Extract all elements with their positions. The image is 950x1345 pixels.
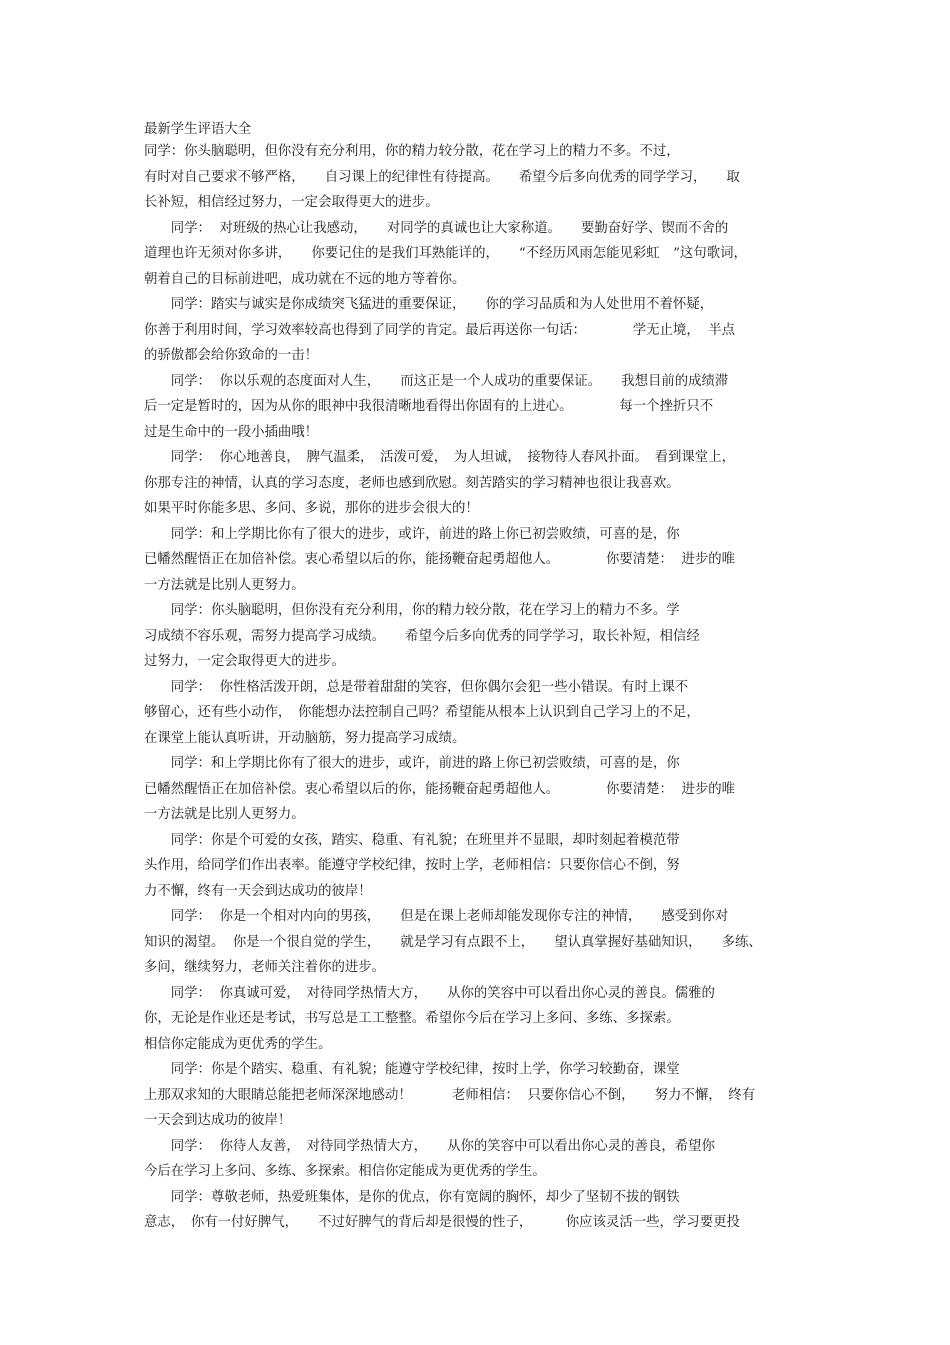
text-line: 一方法就是比别人更努力。 <box>144 807 305 822</box>
text-line: 同学：和上学期比你有了很大的进步，或许，前进的路上你已初尝败绩，可喜的是，你 <box>144 756 680 771</box>
text-line: 过是生命中的一段小插曲哦！ <box>144 424 319 440</box>
text-line: 你善于利用时间，学习效率较高也得到了同学的肯定。最后再送你一句话： 学无止境， 半点 <box>144 322 735 338</box>
text-line: 在课堂上能认真听讲，开动脑筋，努力提高学习成绩。 <box>144 730 466 746</box>
text-line: 你，无论是作业还是考试，书写总是工工整整。希望你今后在学习上多问、多练、多探索。 <box>144 1011 680 1026</box>
text-line: 长补短，相信经过努力，一定会取得更大的进步。 <box>144 195 439 210</box>
text-line: 同学：你头脑聪明，但你没有充分利用，你的精力较分散，花在学习上的精力不多。不过， <box>144 144 680 159</box>
text-line: 同学： 你性格活泼开朗，总是带着甜甜的笑容，但你偶尔会犯一些小错误。有时上课不 <box>144 679 689 695</box>
text-line: 相信你定能成为更优秀的学生。 <box>144 1036 332 1052</box>
text-line: 同学： 你真诚可爱， 对待同学热情大方， 从你的笑容中可以看出你心灵的善良。儒雅的 <box>144 985 715 1001</box>
text-line: 朝着自己的目标前进吧，成功就在不远的地方等着你。 <box>144 271 466 287</box>
text-line: 同学：你是个踏实、稳重、有礼貌；能遵守学校纪律，按时上学，你学习较勤奋，课堂 <box>144 1062 680 1077</box>
text-line: 头作用，给同学们作出表率。能遵守学校纪律，按时上学，老师相信：只要你信心不倒，努 <box>144 858 680 873</box>
text-line: 同学： 你是一个相对内向的男孩， 但是在课上老师却能发现你专注的神情， 感受到你对 <box>144 909 729 924</box>
text-line: 同学：踏实与诚实是你成绩突飞猛进的重要保证， 你的学习品质和为人处世用不着怀疑， <box>144 297 714 312</box>
text-line: 同学：你是个可爱的女孩，踏实、稳重、有礼貌；在班里并不显眼，却时刻起着模范带 <box>144 832 680 848</box>
text-line: 力不懈，终有一天会到达成功的彼岸！ <box>144 883 372 899</box>
text-line: 同学：和上学期比你有了很大的进步，或许，前进的路上你已初尝败绩，可喜的是，你 <box>144 526 680 542</box>
text-line: 同学：你头脑聪明，但你没有充分利用，你的精力较分散，花在学习上的精力不多。学 <box>144 603 680 618</box>
text-line: 同学： 你待人友善， 对待同学热情大方， 从你的笑容中可以看出你心灵的善良，希望你 <box>144 1138 715 1154</box>
text-line: 知识的渴望。 你是一个很自觉的学生， 就是学习有点跟不上， 望认真掌握好基础知识， 多练、 <box>144 934 762 950</box>
text-line: 习成绩不容乐观，需努力提高学习成绩。 希望今后多向优秀的同学学习，取长补短，相信经 <box>144 628 700 644</box>
text-line: 如果平时你能多思、多问、多说，那你的进步会很大的！ <box>144 501 479 516</box>
text-line: 同学： 你心地善良， 脾气温柔， 活泼可爱， 为人坦诚， 接物待人春风扑面。 看到课堂上， <box>144 450 735 465</box>
text-line: 够留心，还有些小动作， 你能想办法控制自己吗？希望能从根本上认识到自己学习上的不足， <box>144 705 700 720</box>
document-title: 最新学生评语大全 <box>144 122 252 137</box>
text-line: 意志， 你有一付好脾气， 不过好脾气的背后却是很慢的性子， 你应该灵活一些，学习要更投 <box>144 1215 740 1230</box>
text-line: 多问，继续努力，老师关注着你的进步。 <box>144 960 386 975</box>
text-line: 有时对自己要求不够严格， 自习课上的纪律性有待提高。 希望今后多向优秀的同学学习， 取 <box>144 169 740 185</box>
text-line: 上那双求知的大眼睛总能把老师深深地感动！ 老师相信： 只要你信心不倒， 努力不懈， 终有 <box>144 1087 756 1103</box>
text-line: 今后在学习上多问、多练、多探索。相信你定能成为更优秀的学生。 <box>144 1164 546 1179</box>
text-line: 过努力，一定会取得更大的进步。 <box>144 654 345 669</box>
text-line: 同学： 对班级的热心让我感动， 对同学的真诚也让大家称道。 要勤奋好学、锲而不舍的 <box>144 220 729 236</box>
text-line: 已幡然醒悟正在加倍补偿。衷心希望以后的你，能扬鞭奋起勇超他人。 你要清楚： 进步的唯 <box>144 552 735 567</box>
text-line: 一方法就是比别人更努力。 <box>144 577 305 593</box>
text-line: 道理也许无须对你多讲， 你要记住的是我们耳熟能详的， “不经历风雨怎能见彩虹 ”这句歌词， <box>144 246 747 261</box>
text-line: 一天会到达成功的彼岸！ <box>144 1113 292 1128</box>
text-line: 已幡然醒悟正在加倍补偿。衷心希望以后的你，能扬鞭奋起勇超他人。 你要清楚： 进步的唯 <box>144 781 735 797</box>
text-line: 同学： 你以乐观的态度面对人生， 而这正是一个人成功的重要保证。 我想目前的成绩滞 <box>144 373 729 389</box>
text-line: 同学：尊敬老师，热爱班集体，是你的优点，你有宽阔的胸怀，却少了坚韧不拔的钢铁 <box>144 1189 680 1205</box>
text-line: 后一定是暂时的，因为从你的眼神中我很清晰地看得出你固有的上进心。 每一个挫折只不 <box>144 399 714 414</box>
text-line: 你那专注的神情，认真的学习态度，老师也感到欣慰。刻苦踏实的学习精神也很让我喜欢。 <box>144 475 680 491</box>
text-line: 的骄傲都会给你致命的一击！ <box>144 348 319 363</box>
